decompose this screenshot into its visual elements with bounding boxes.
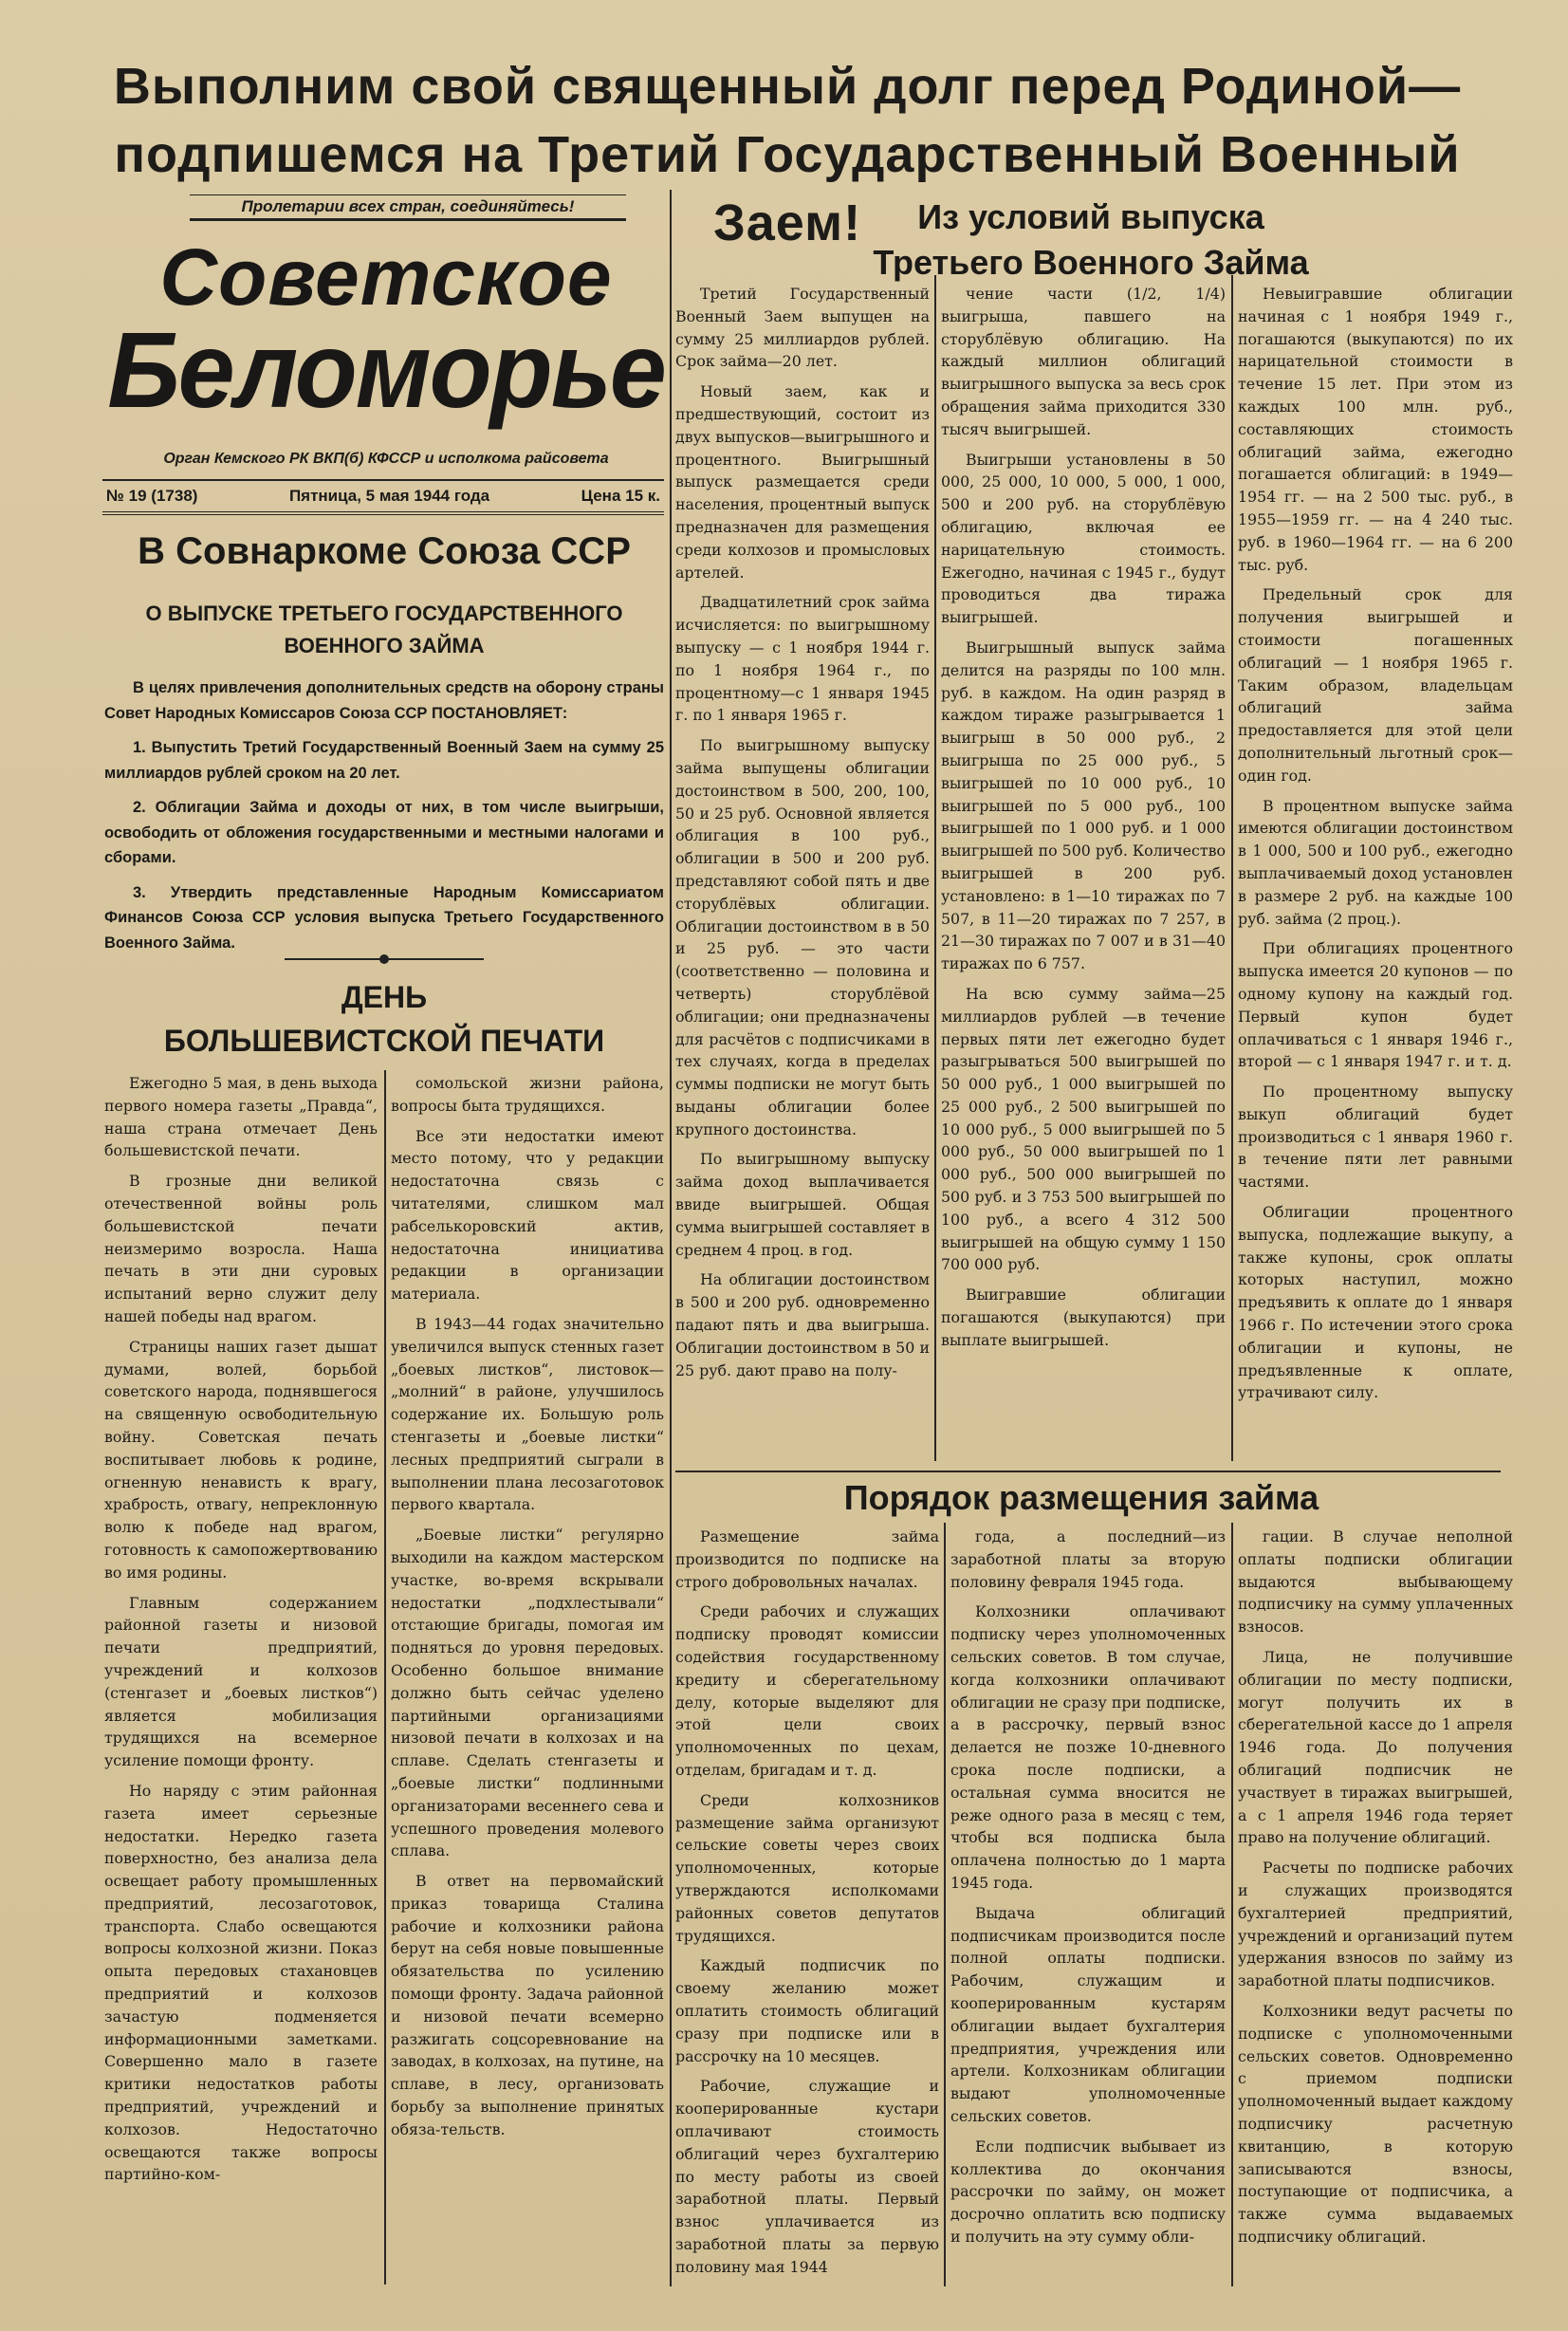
article-paragraph: В ответ на первомайский приказ товарища Сталина рабочие и колхозники района берут на себя новые повышенные обязательства по усилению помощи фронту. Задача районной и низовой печати всемерно разжигать соцсоревнование на заводах, в колхозах, на путине, на сплаве, в лесу, организовать борьбу за выполнение принятых обяза-тельств. bbox=[391, 1872, 664, 2138]
article-paragraph: Рабочие, служащие и кооперированные кустари оплачивают стоимость облигаций через бухгалтерию по месту работы из своей заработной платы. Первый взнос уплачивается из заработной платы за первую половину мая 1944 bbox=[675, 2077, 939, 2276]
article-paragraph: При облигациях процентного выпуска имеется 20 купонов — по одному купону на каждый год. Первый купон будет оплачиваться с 1 января 1946 г., второй — с 1 января 1947 г. и т. д. bbox=[1238, 939, 1513, 1071]
den-pechati-heading bbox=[104, 975, 664, 1063]
section-rule bbox=[675, 1471, 1501, 1472]
masthead-title-line-2: Беломорье bbox=[107, 308, 665, 430]
poryadok-column-2 bbox=[950, 1526, 1226, 2285]
sovnarkom-heading: В Совнаркоме Союза ССР bbox=[138, 530, 631, 572]
den-pechati-column-1 bbox=[104, 1072, 378, 2286]
decree-heading-line-2: ВОЕННОГО ЗАЙМА bbox=[284, 634, 485, 657]
article-paragraph: Главным содержанием районной газеты и низовой печати предприятий, учреждений и колхозов (стенгазет и „боевых листков“) является мобилизация трудящихся на всемерное усиление помощи фронту. bbox=[104, 1593, 378, 1770]
column-rule-mid bbox=[934, 275, 936, 1461]
ornament-divider bbox=[285, 958, 484, 960]
column-rule-por-2 bbox=[1231, 1523, 1233, 2286]
column-rule-den bbox=[384, 1070, 386, 2285]
article-paragraph: По выигрышному выпуску займа доход выплачивается ввиде выигрышей. Общая сумма выигрышей составляет в среднем 4 проц. в год. bbox=[675, 1150, 930, 1259]
decree-paragraph: В целях привлечения дополнительных средств на оборону страны Совет Народных Комиссаров Союза ССР ПОСТАНОВЛЯЕТ: bbox=[104, 679, 664, 722]
article-paragraph: По процентному выпуску выкуп облигаций будет производиться с 1 января 1960 г. в течение пяти лет равными частями. bbox=[1238, 1082, 1513, 1192]
article-paragraph: Расчеты по подписке рабочих и служащих производятся бухгалтерией предприятий, учреждений и организаций путем удержания взносов по займу из заработной платы подписчиков. bbox=[1238, 1859, 1513, 1990]
article-paragraph: Среди колхозников размещение займа организуют сельские советы через своих уполномоченных, которые утверждаются исполкомами районных советов депутатов трудящихся. bbox=[675, 1790, 939, 1945]
article-paragraph: гации. В случае неполной оплаты подписки облигации выдаются выбывающему подписчику на сумму уплаченных взносов. bbox=[1238, 1527, 1513, 1637]
decree-text bbox=[104, 675, 664, 965]
column-rule-left bbox=[670, 190, 672, 2286]
masthead-organ: Орган Кемского РК ВКП(б) КФССР и исполкома райсовета bbox=[163, 451, 609, 467]
article-paragraph: На облигации достоинством в 500 и 200 руб. одновременно падают пять и два выигрыша. Облигации достоинством в 50 и 25 руб. дают право на полу- bbox=[675, 1270, 930, 1379]
article-paragraph: Среди рабочих и служащих подписку проводят комиссии содействия государственному кредиту и сберегательному делу, которые выделяют для этой цели своих уполномоченных по цехам, отделам, бригадам и т. д. bbox=[675, 1602, 939, 1779]
den-pechati-column-2 bbox=[391, 1072, 664, 2286]
article-paragraph: „Боевые листки“ регулярно выходили на каждом мастерском участке, во-время вскрывали недостатки „подхлестывали“ отстающие бригады, помогая им подняться до уровня передовых. Особенно большое внимание должно быть сейчас уделено партийными организациями низовой печати в колхозах и на сплаве. Сделать стенгазеты и „боевые листки“ подлинными организаторами весеннего сева и успешного проведения молевого сплава. bbox=[391, 1526, 664, 1860]
masthead-title-line-1: Советское bbox=[159, 232, 613, 322]
column-rule-por-1 bbox=[944, 1523, 946, 2286]
article-paragraph: Если подписчик выбывает из коллектива до окончания рассрочки по займу, он может досрочно оплатить всю подписку и получить на эту сумму обли- bbox=[950, 2137, 1226, 2246]
usloviya-heading bbox=[683, 194, 1499, 286]
issue-bar bbox=[102, 479, 664, 515]
usloviya-column-3 bbox=[1238, 283, 1513, 1464]
article-paragraph: Третий Государственный Военный Заем выпущен на сумму 25 миллиардов рублей. Срок займа—20 лет. bbox=[675, 285, 930, 371]
decree-paragraph: 2. Облигации Займа и доходы от них, в том числе выигрыши, освободить от обложения государственными и местными налогами и сборами. bbox=[104, 799, 664, 866]
issue-number: № 19 (1738) bbox=[106, 487, 198, 505]
article-paragraph: Выигрыши установлены в 50 000, 25 000, 10 000, 5 000, 1 000, 500 и 200 руб. на сторублёвую облигацию, включая ее нарицательную стоимость. Ежегодно, начиная с 1945 г., будут проводиться два тиража выигрышей. bbox=[941, 450, 1226, 627]
article-paragraph: Выигрышный выпуск займа делится на разряды по 100 млн. руб. в каждом. На один разряд в каждом тираже разыгрывается 1 выигрыш в 50 000 руб., 2 выигрыша по 25 000 руб., 5 выигрышей по 10 000 руб., 10 выигрышей по 5 000 руб., 100 выигрышей по 1 000 руб. и 1 000 выигрышей по 500 руб. Количество выигрышей в 200 руб. установлено: в 1—10 тиражах по 7 507, в 11—20 тиражах по 7 257, в 21—30 тиражах по 7 007 и в 31—40 тиражах по 6 757. bbox=[941, 638, 1226, 973]
article-paragraph: сомольской жизни района, вопросы быта трудящихся. bbox=[391, 1074, 664, 1115]
article-paragraph: Лица, не получившие облигации по месту подписки, могут получить их в сберегательной кассе до 1 апреля 1946 года. До получения облигаций подписчик не участвует в тиражах выигрышей, а с 1 апреля 1946 года теряет право на получение облигаций. bbox=[1238, 1647, 1513, 1847]
masthead-title bbox=[106, 232, 666, 430]
article-paragraph: В процентном выпуске займа имеются облигации достоинством в 1 000, 500 и 100 руб., ежегодно выплачиваемый доход установлен в размере 2 руб. на каждые 100 руб. займа (2 проц.). bbox=[1238, 796, 1513, 928]
article-paragraph: Страницы наших газет дышат думами, волей, борьбой советского народа, поднявшегося на священную освободительную войну. Советская печать воспитывает любовь к родине, огненную ненависть к врагу, храбрость, отвагу, непреклонную волю к победе над врагом, готовность к самопожертвованию во имя родины. bbox=[104, 1337, 378, 1582]
masthead-slogan: Пролетарии всех стран, соединяйтесь! bbox=[190, 194, 626, 221]
article-paragraph: Предельный срок для получения выигрышей и стоимости погашенных облигаций — 1 ноября 1965 г. Таким образом, владельцам облигаций займа предоставляется для этой цели дополнительный льготный срок—один год. bbox=[1238, 585, 1513, 785]
poryadok-column-1 bbox=[675, 1526, 939, 2285]
article-paragraph: Колхозники оплачивают подписку через уполномоченных сельских советов. В том случае, когда колхозники оплачивают облигации не сразу при подписке, а в рассрочку, первый взнос делается не позже 10-дневного срока после подписки, а остальная сумма вносится не реже одного раза в месяц с тем, чтобы вся подписка была оплачена полностью до 1 марта 1945 года. bbox=[950, 1602, 1226, 1892]
usloviya-heading-line-1: Из условий выпуска bbox=[917, 197, 1264, 236]
article-paragraph: В грозные дни великой отечественной войны роль большевистской печати неизмеримо возросла. Наша печать в эти дни суровых испытаний верно служит делу нашей победы над врагом. bbox=[104, 1172, 378, 1325]
article-paragraph: Выигравшие облигации погашаются (выкупаются) при выплате выигрышей. bbox=[941, 1286, 1226, 1349]
issue-price: Цена 15 к. bbox=[581, 487, 660, 505]
banner-line-1: Выполним свой священный долг перед Родиной— bbox=[113, 58, 1462, 115]
article-paragraph: Все эти недостатки имеют место потому, что у редакции недостаточна связь с читателями, слишком мал рабселькоровский актив, недостаточна инициатива редакции в организации материала. bbox=[391, 1126, 664, 1304]
article-paragraph: Выдача облигаций подписчикам производится после полной оплаты подписки. Рабочим, служащим и кооперированным кустарям облигации выдает бухгалтерия предприятия, учреждения или артели. Колхозникам облигации выдают уполномоченные сельских советов. bbox=[950, 1903, 1226, 2125]
article-paragraph: Невыигравшие облигации начиная с 1 ноября 1949 г., погашаются (выкупаются) по их нарицательной стоимости в течение 15 лет. При этом из каждых 100 млн. руб., составляющих стоимость облигаций займа, ежегодно погашается облигаций: в 1949—1954 гг. — на 2 500 тыс. руб., в 1955—1959 гг. — на 4 240 тыс. руб. в 1960—1964 гг. — на 6 200 тыс. руб. bbox=[1238, 285, 1513, 574]
column-rule-right bbox=[1231, 275, 1233, 1461]
usloviya-column-1 bbox=[675, 283, 930, 1464]
den-pechati-heading-line-2: БОЛЬШЕВИСТСКОЙ ПЕЧАТИ bbox=[163, 1024, 605, 1058]
usloviya-column-2 bbox=[941, 283, 1226, 1464]
article-paragraph: Размещение займа производится по подписке на строго добровольных началах. bbox=[675, 1527, 939, 1591]
decree-heading bbox=[104, 598, 664, 662]
article-paragraph: Каждый подписчик по своему желанию может оплатить стоимость облигаций сразу при подписке или в рассрочку на 10 месяцев. bbox=[675, 1956, 939, 2065]
decree-paragraph: 1. Выпустить Третий Государственный Военный Заем на сумму 25 миллиардов рублей сроком на 20 лет. bbox=[104, 739, 664, 782]
article-paragraph: Двадцатилетний срок займа исчисляется: по выигрышному выпуску — с 1 ноября 1944 г. по 1 ноября 1964 г., по процентному—с 1 января 1945 г. по 1 января 1965 г. bbox=[675, 593, 930, 725]
article-paragraph: года, а последний—из заработной платы за вторую половину февраля 1945 года. bbox=[950, 1527, 1226, 1591]
decree-paragraph: 3. Утвердить представленные Народным Комиссариатом Финансов Союза ССР условия выпуска Третьего Государственного Военного Займа. bbox=[104, 883, 664, 952]
article-paragraph: Облигации процентного выпуска, подлежащие выкупу, а также купоны, срок оплаты которых наступил, можно предъявить к оплате до 1 января 1966 г. По истечении этого срока облигации и купоны, не предъявленные к оплате, утрачивают силу. bbox=[1238, 1203, 1513, 1402]
article-paragraph: Новый заем, как и предшествующий, состоит из двух выпусков—выигрышного и процентного. Выигрышный выпуск размещается среди населения, процентный выпуск предназначен для размещения среди колхозов и промысловых артелей. bbox=[675, 382, 930, 582]
banner-line-2: подпишемся на Третий Государственный Военный Заем! bbox=[114, 126, 1461, 251]
article-paragraph: Ежегодно 5 мая, в день выхода первого номера газеты „Правда“, наша страна отмечает День большевистской печати. bbox=[104, 1074, 378, 1160]
den-pechati-heading-line-1: ДЕНЬ bbox=[341, 980, 428, 1014]
decree-heading-line-1: О ВЫПУСКЕ ТРЕТЬЕГО ГОСУДАРСТВЕННОГО bbox=[145, 601, 623, 625]
usloviya-heading-line-2: Третьего Военного Займа bbox=[873, 243, 1309, 282]
issue-date: Пятница, 5 мая 1944 года bbox=[288, 487, 490, 505]
article-paragraph: чение части (1/2, 1/4) выигрыша, павшего на сторублёвую облигацию. На каждый миллион облигаций выигрышного выпуска за весь срок обращения займа приходится 330 тысяч выигрышей. bbox=[941, 285, 1226, 438]
article-paragraph: По выигрышному выпуску займа выпущены облигации достоинством в 500, 200, 100, 50 и 25 руб. Основной является облигация в 100 руб., облигации в 500 и 200 руб. представляют собой пять и две сторублёвых облигации. Облигации достоинством в в 50 и 25 руб. — это части (соответственно — половина и четверть) сторублёвой облигации; они предназначены для расчётов с подписчиками в тех случаях, когда в пределах суммы подписки не могут быть выданы облигации более крупного достоинства. bbox=[675, 736, 930, 1138]
article-paragraph: В 1943—44 годах значительно увеличился выпуск стенных газет „боевых листков“, листовок—„молний“ в районе, улучшилось содержание их. Большую роль стенгазеты и „боевые листки“ лесных предприятий сыграли в выполнении плана лесозаготовок первого квартала. bbox=[391, 1314, 664, 1514]
poryadok-column-3 bbox=[1238, 1526, 1513, 2285]
article-paragraph: Но наряду с этим районная газета имеет серьезные недостатки. Нередко газета поверхностно, без анализа дела освещает работу промышленных предприятий, лесозаготовок, транспорта. Слабо освещаются вопросы колхозной жизни. Показ опыта передовых стахановцев предприятий и колхозов зачастую подменяется информационными заметками. Совершенно мало в газете критики недостатков работы предприятий, учреждений и колхозов. Недостаточно освещаются также вопросы партийно-ком- bbox=[104, 1781, 378, 2184]
poryadok-heading: Порядок размещения займа bbox=[843, 1478, 1319, 1517]
article-paragraph: Колхозники ведут расчеты по подписке с уполномоченными сельских советов. Одновременно с приемом подписки уполномоченный выдает каждому подписчику расчетную квитанцию, в которую записываются взносы, поступающие от подписчика, а также сумма выдаваемых подписчику облигаций. bbox=[1238, 2001, 1513, 2246]
article-paragraph: На всю сумму займа—25 миллиардов рублей —в течение первых пяти лет ежегодно будет разыгрываться 500 выигрышей по 50 000 руб., 1 000 выигрышей по 25 000 руб., 2 500 выигрышей по 10 000 руб., 5 000 выигрышей по 5 000 руб., 50 000 выигрышей по 1 000 руб., 500 000 выигрышей по 500 руб. и 3 753 500 выигрышей по 100 руб., а всего 4 312 500 выигрышей на общую сумму 1 150 700 000 руб. bbox=[941, 984, 1226, 1274]
